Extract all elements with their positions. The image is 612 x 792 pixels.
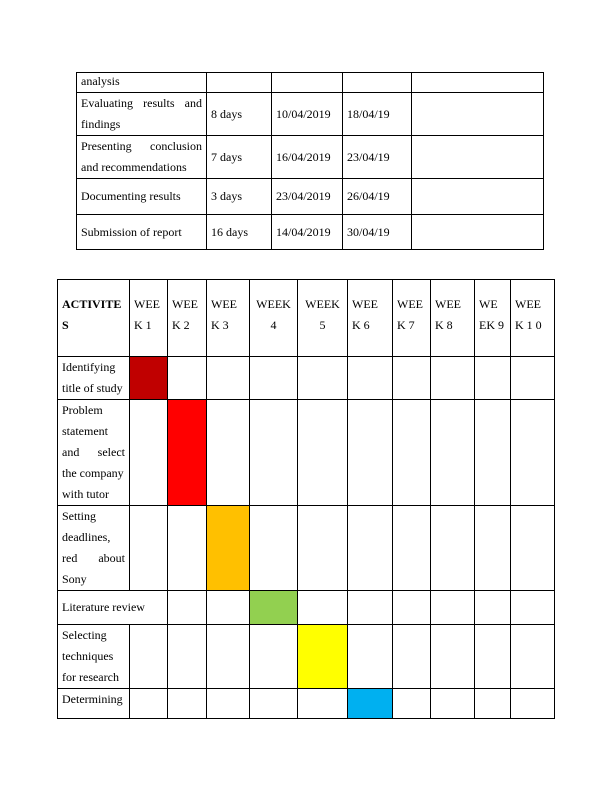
gantt-cell xyxy=(393,506,431,591)
gantt-cell xyxy=(250,506,298,591)
activity-cell xyxy=(77,93,207,136)
week-header-line: WE xyxy=(479,297,498,311)
gantt-cell xyxy=(207,591,250,625)
gantt-cell xyxy=(298,357,348,400)
gantt-cell xyxy=(168,689,207,719)
activity-line: Determining xyxy=(62,692,123,706)
activity-line: findings xyxy=(81,117,121,131)
gantt-cell xyxy=(348,506,393,591)
week-header-line: WEE xyxy=(515,297,541,311)
gantt-header-row xyxy=(58,280,555,357)
activities-header xyxy=(58,280,130,357)
week-header-line: 5 xyxy=(319,318,326,332)
activity-line: Literature review xyxy=(62,600,145,614)
activity-line: Evaluating results and xyxy=(81,96,202,110)
week-header-line: K 7 xyxy=(397,318,415,332)
gantt-activity-cell xyxy=(58,625,130,689)
gantt-cell xyxy=(298,400,348,506)
gantt-cell xyxy=(475,591,511,625)
week-header-10 xyxy=(511,280,555,357)
activity-line: Presenting conclusion xyxy=(81,139,202,153)
gantt-bar xyxy=(207,506,250,591)
gantt-cell xyxy=(130,506,168,591)
week-header-line: K 2 xyxy=(172,318,190,332)
week-header-line: WEE xyxy=(172,297,198,311)
gantt-cell xyxy=(207,400,250,506)
week-header-line: WEEK xyxy=(256,297,291,311)
start-date-cell: 23/04/2019 xyxy=(272,179,343,215)
gantt-cell xyxy=(298,689,348,719)
activity-line: Sony xyxy=(62,572,87,586)
duration-cell: 7 days xyxy=(207,136,272,179)
activity-line: Setting xyxy=(62,509,97,523)
gantt-row xyxy=(58,689,555,719)
schedule-row xyxy=(77,215,544,250)
notes-cell xyxy=(412,136,544,179)
week-header-line: WEE xyxy=(352,297,378,311)
gantt-cell xyxy=(207,625,250,689)
week-header-line: WEE xyxy=(397,297,423,311)
gantt-row xyxy=(58,400,555,506)
header-line: S xyxy=(62,318,69,332)
activity-line: Selecting xyxy=(62,628,107,642)
end-date-cell xyxy=(343,73,412,93)
gantt-cell xyxy=(511,689,555,719)
gantt-cell xyxy=(475,689,511,719)
gantt-cell xyxy=(130,625,168,689)
gantt-cell xyxy=(250,625,298,689)
week-header-1 xyxy=(130,280,168,357)
gantt-bar xyxy=(130,357,168,400)
schedule-row xyxy=(77,136,544,179)
gantt-cell xyxy=(393,400,431,506)
gantt-cell xyxy=(431,689,475,719)
gantt-cell xyxy=(250,357,298,400)
duration-cell xyxy=(207,73,272,93)
activity-cell xyxy=(77,73,207,93)
gantt-cell xyxy=(348,357,393,400)
week-header-line: 4 xyxy=(270,318,277,332)
gantt-cell xyxy=(393,689,431,719)
gantt-cell xyxy=(168,357,207,400)
duration-cell: 8 days xyxy=(207,93,272,136)
activity-line: and select xyxy=(62,445,125,459)
gantt-cell xyxy=(475,357,511,400)
week-header-line: WEEK xyxy=(305,297,340,311)
gantt-row xyxy=(58,591,555,625)
week-header-7 xyxy=(393,280,431,357)
activity-line: red about xyxy=(62,551,125,565)
gantt-cell xyxy=(168,625,207,689)
gantt-cell xyxy=(511,625,555,689)
activity-line: Identifying xyxy=(62,360,116,374)
gantt-cell xyxy=(431,625,475,689)
gantt-cell xyxy=(511,357,555,400)
gantt-cell xyxy=(130,400,168,506)
gantt-activity-cell xyxy=(58,357,130,400)
gantt-cell xyxy=(393,357,431,400)
gantt-cell xyxy=(207,689,250,719)
schedule-table xyxy=(76,72,544,250)
gantt-activity-cell xyxy=(58,689,130,719)
gantt-cell xyxy=(130,689,168,719)
start-date-cell: 10/04/2019 xyxy=(272,93,343,136)
gantt-cell xyxy=(250,400,298,506)
week-header-9 xyxy=(475,280,511,357)
week-header-line: K 1 xyxy=(134,318,152,332)
activity-line: the company xyxy=(62,466,124,480)
week-header-line: K 1 0 xyxy=(515,318,542,332)
week-header-8 xyxy=(431,280,475,357)
gantt-bar xyxy=(298,625,348,689)
week-header-line: K 6 xyxy=(352,318,370,332)
activity-line: statement xyxy=(62,424,108,438)
gantt-table xyxy=(57,279,555,719)
gantt-bar xyxy=(250,591,298,625)
start-date-cell: 14/04/2019 xyxy=(272,215,343,250)
gantt-cell xyxy=(393,625,431,689)
gantt-row xyxy=(58,506,555,591)
activity-line: techniques xyxy=(62,649,114,663)
week-header-line: K 8 xyxy=(435,318,453,332)
gantt-cell xyxy=(348,625,393,689)
week-header-line: WEE xyxy=(435,297,461,311)
gantt-cell xyxy=(348,591,393,625)
week-header-3 xyxy=(207,280,250,357)
gantt-cell xyxy=(393,591,431,625)
gantt-activity-cell xyxy=(58,591,168,625)
week-header-line: WEE xyxy=(134,297,160,311)
header-line: ACTIVITE xyxy=(62,297,122,311)
start-date-cell: 16/04/2019 xyxy=(272,136,343,179)
start-date-cell xyxy=(272,73,343,93)
end-date-cell: 30/04/19 xyxy=(343,215,412,250)
week-header-6 xyxy=(348,280,393,357)
gantt-bar xyxy=(168,400,207,506)
gantt-row xyxy=(58,625,555,689)
gantt-cell xyxy=(511,400,555,506)
duration-cell: 3 days xyxy=(207,179,272,215)
week-header-5 xyxy=(298,280,348,357)
gantt-row xyxy=(58,357,555,400)
activity-line: analysis xyxy=(81,74,120,88)
gantt-cell xyxy=(207,357,250,400)
notes-cell xyxy=(412,215,544,250)
gantt-cell xyxy=(168,591,207,625)
activity-line: with tutor xyxy=(62,487,109,501)
gantt-cell xyxy=(431,357,475,400)
gantt-cell xyxy=(475,625,511,689)
duration-cell: 16 days xyxy=(207,215,272,250)
gantt-cell xyxy=(431,400,475,506)
gantt-cell xyxy=(168,506,207,591)
gantt-cell xyxy=(250,689,298,719)
gantt-cell xyxy=(511,506,555,591)
week-header-2 xyxy=(168,280,207,357)
schedule-row xyxy=(77,73,544,93)
activity-line: for research xyxy=(62,670,119,684)
activity-line: and recommendations xyxy=(81,160,187,174)
activity-line: deadlines, xyxy=(62,530,111,544)
activity-cell xyxy=(77,179,207,215)
gantt-cell xyxy=(348,400,393,506)
gantt-cell xyxy=(511,591,555,625)
gantt-cell xyxy=(431,506,475,591)
gantt-cell xyxy=(298,506,348,591)
activity-line: Documenting results xyxy=(81,189,181,203)
gantt-bar xyxy=(348,689,393,719)
notes-cell xyxy=(412,179,544,215)
week-header-4 xyxy=(250,280,298,357)
week-header-line: EK 9 xyxy=(479,318,504,332)
schedule-row xyxy=(77,179,544,215)
gantt-cell xyxy=(298,591,348,625)
gantt-cell xyxy=(475,400,511,506)
activity-cell xyxy=(77,136,207,179)
activity-line: title of study xyxy=(62,381,123,395)
end-date-cell: 23/04/19 xyxy=(343,136,412,179)
gantt-activity-cell xyxy=(58,400,130,506)
gantt-activity-cell xyxy=(58,506,130,591)
gantt-cell xyxy=(475,506,511,591)
notes-cell xyxy=(412,93,544,136)
notes-cell xyxy=(412,73,544,93)
end-date-cell: 18/04/19 xyxy=(343,93,412,136)
end-date-cell: 26/04/19 xyxy=(343,179,412,215)
activity-line: Problem xyxy=(62,403,103,417)
activity-cell xyxy=(77,215,207,250)
schedule-row xyxy=(77,93,544,136)
week-header-line: K 3 xyxy=(211,318,229,332)
week-header-line: WEE xyxy=(211,297,237,311)
gantt-cell xyxy=(431,591,475,625)
activity-line: Submission of report xyxy=(81,224,182,239)
